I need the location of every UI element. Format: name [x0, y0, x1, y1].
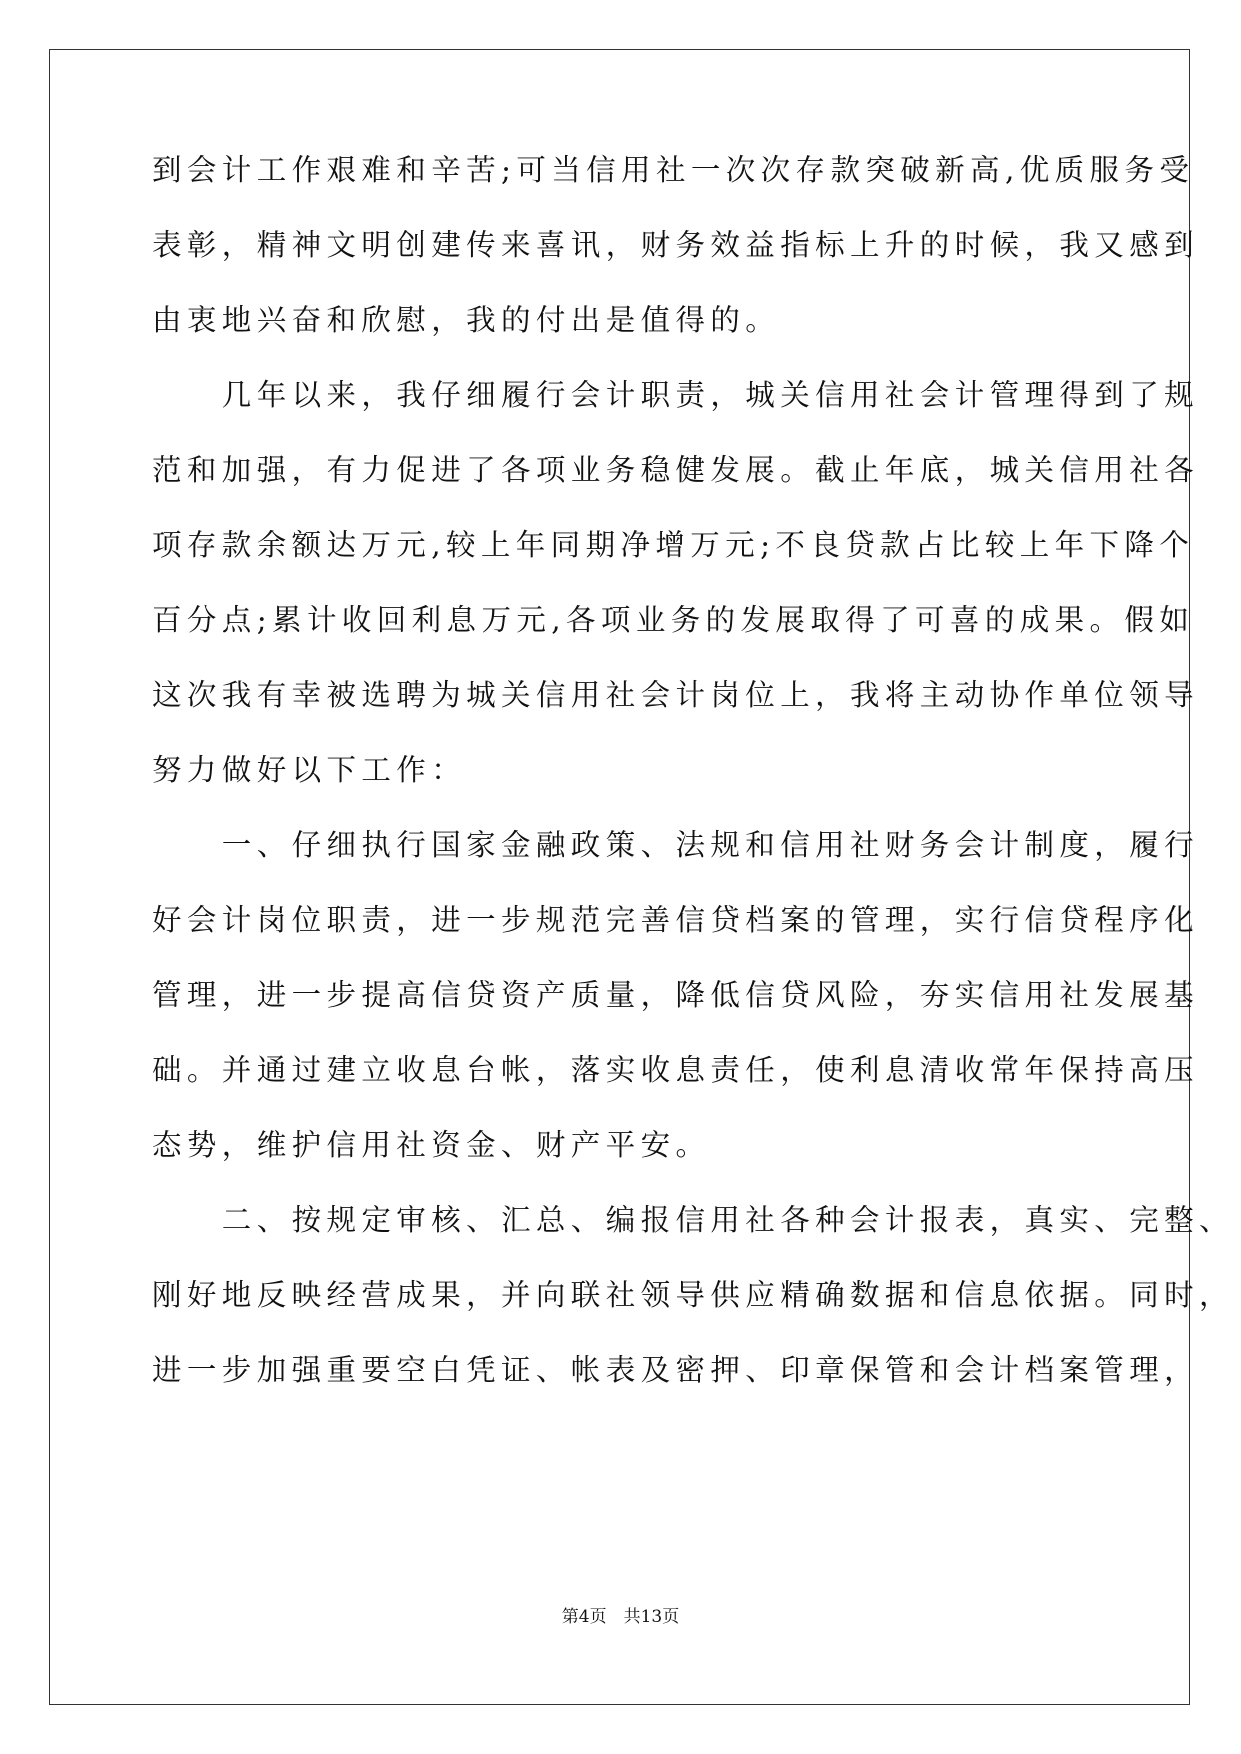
text-line: 刚好地反映经营成果，并向联社领导供应精确数据和信息依据。同时，	[152, 1278, 1234, 1312]
text-line: 二、按规定审核、汇总、编报信用社各种会计报表，真实、完整、	[152, 1203, 1234, 1237]
text-line: 一、仔细执行国家金融政策、法规和信用社财务会计制度，履行	[152, 828, 1200, 862]
text-line: 努力做好以下工作：	[152, 753, 467, 787]
text-line: 百分点;累计收回利息万元,各项业务的发展取得了可喜的成果。假如	[152, 603, 1195, 637]
text-line: 表彰，精神文明创建传来喜讯，财务效益指标上升的时候，我又感到	[152, 228, 1200, 262]
text-line: 进一步加强重要空白凭证、帐表及密押、印章保管和会计档案管理，	[152, 1353, 1200, 1387]
text-line: 管理，进一步提高信贷资产质量，降低信贷风险，夯实信用社发展基	[152, 978, 1200, 1012]
text-line: 础。并通过建立收息台帐，落实收息责任，使利息清收常年保持高压	[152, 1053, 1200, 1087]
text-line: 到会计工作艰难和辛苦;可当信用社一次次存款突破新高,优质服务受	[152, 153, 1195, 187]
text-line: 态势，维护信用社资金、财产平安。	[152, 1128, 711, 1162]
text-line: 范和加强，有力促进了各项业务稳健发展。截止年底，城关信用社各	[152, 453, 1200, 487]
text-line: 由衷地兴奋和欣慰，我的付出是值得的。	[152, 303, 781, 337]
text-line: 项存款余额达万元,较上年同期净增万元;不良贷款占比较上年下降个	[152, 528, 1195, 562]
text-line: 几年以来，我仔细履行会计职责，城关信用社会计管理得到了规	[152, 378, 1200, 412]
text-line: 这次我有幸被选聘为城关信用社会计岗位上，我将主动协作单位领导	[152, 678, 1200, 712]
page-number-footer: 第4页 共13页	[561, 1607, 680, 1627]
text-line: 好会计岗位职责，进一步规范完善信贷档案的管理，实行信贷程序化	[152, 903, 1200, 937]
